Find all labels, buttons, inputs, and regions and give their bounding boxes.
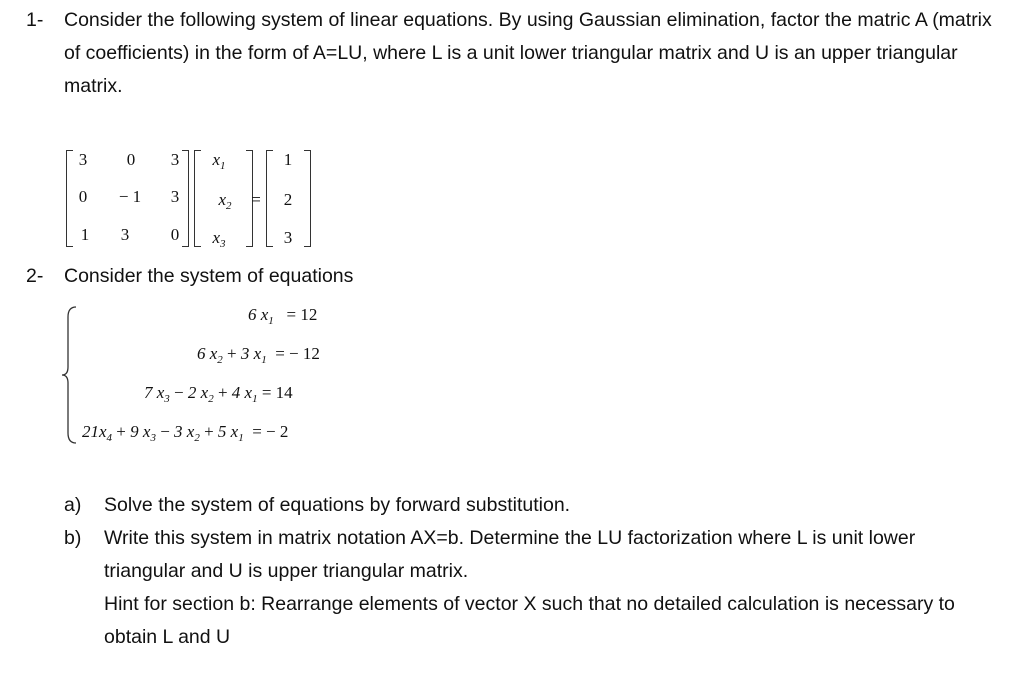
vector-b-right-bracket xyxy=(304,150,311,247)
vector-b-left-bracket xyxy=(266,150,273,247)
matrix-a-cell: 0 xyxy=(126,150,136,169)
part-a-label: a) xyxy=(64,494,82,516)
hint-text: Hint for section b: Rearrange elements of vector X such that no detailed calculation is necessary to obtain L and U xyxy=(104,593,955,648)
part-a-text: Solve the system of equations by forward substitution. xyxy=(104,494,571,516)
matrix-a-cell: 0 xyxy=(170,225,180,244)
equation-row: 6 $x_2 + 3$ $x_1$ = − 12 xyxy=(197,344,320,366)
matrix-a-cell: 3 xyxy=(170,187,180,206)
equation-row: 7 $x_3 - 2$ $x_2 + 4$ $x_1 = 14$ xyxy=(144,383,293,405)
part-b-label: b) xyxy=(64,527,82,549)
equation-row: $21x_4 + 9$ $x_3 - 3$ $x_2 + 5$ $x_1$ = − 2 xyxy=(82,422,289,444)
matrix-a-cell: 1 xyxy=(80,225,90,244)
equation-row: 6 $x_1 = 12$ xyxy=(248,305,318,327)
part-b-text: Write this system in matrix notation AX=b. Determine the LU factorization where L is unit lower triangular and U is upper triangular matrix. xyxy=(104,527,916,582)
vector-b-cell: 2 xyxy=(283,190,293,209)
question-1-number: 1- xyxy=(26,9,44,31)
vector-x-cell: $x_1$ xyxy=(212,150,226,172)
equals-sign: = xyxy=(251,190,261,209)
vector-b-cell: 3 xyxy=(283,228,293,247)
matrix-a-cell: 3 xyxy=(78,150,88,169)
question-1-text: Consider the following system of linear equations. By using Gaussian elimination, factor the matric A (matrix of coefficients) in the form of A=LU, where L is a unit lower triangular matrix and U is an upper triangular matrix. xyxy=(64,9,992,97)
vector-x-cell: $x_2$ xyxy=(218,190,232,212)
matrix-a-cell: 0 xyxy=(78,187,88,206)
question-2-number: 2- xyxy=(26,265,44,287)
matrix-a-cell: − 1 xyxy=(118,187,142,206)
vector-x-cell: $x_3$ xyxy=(212,228,226,250)
system-brace xyxy=(58,305,80,445)
vector-x-left-bracket xyxy=(194,150,201,247)
matrix-a-cell: 3 xyxy=(170,150,180,169)
vector-b-cell: 1 xyxy=(283,150,293,169)
question-2-text: Consider the system of equations xyxy=(64,265,354,287)
matrix-a-cell: 3 xyxy=(120,225,130,244)
